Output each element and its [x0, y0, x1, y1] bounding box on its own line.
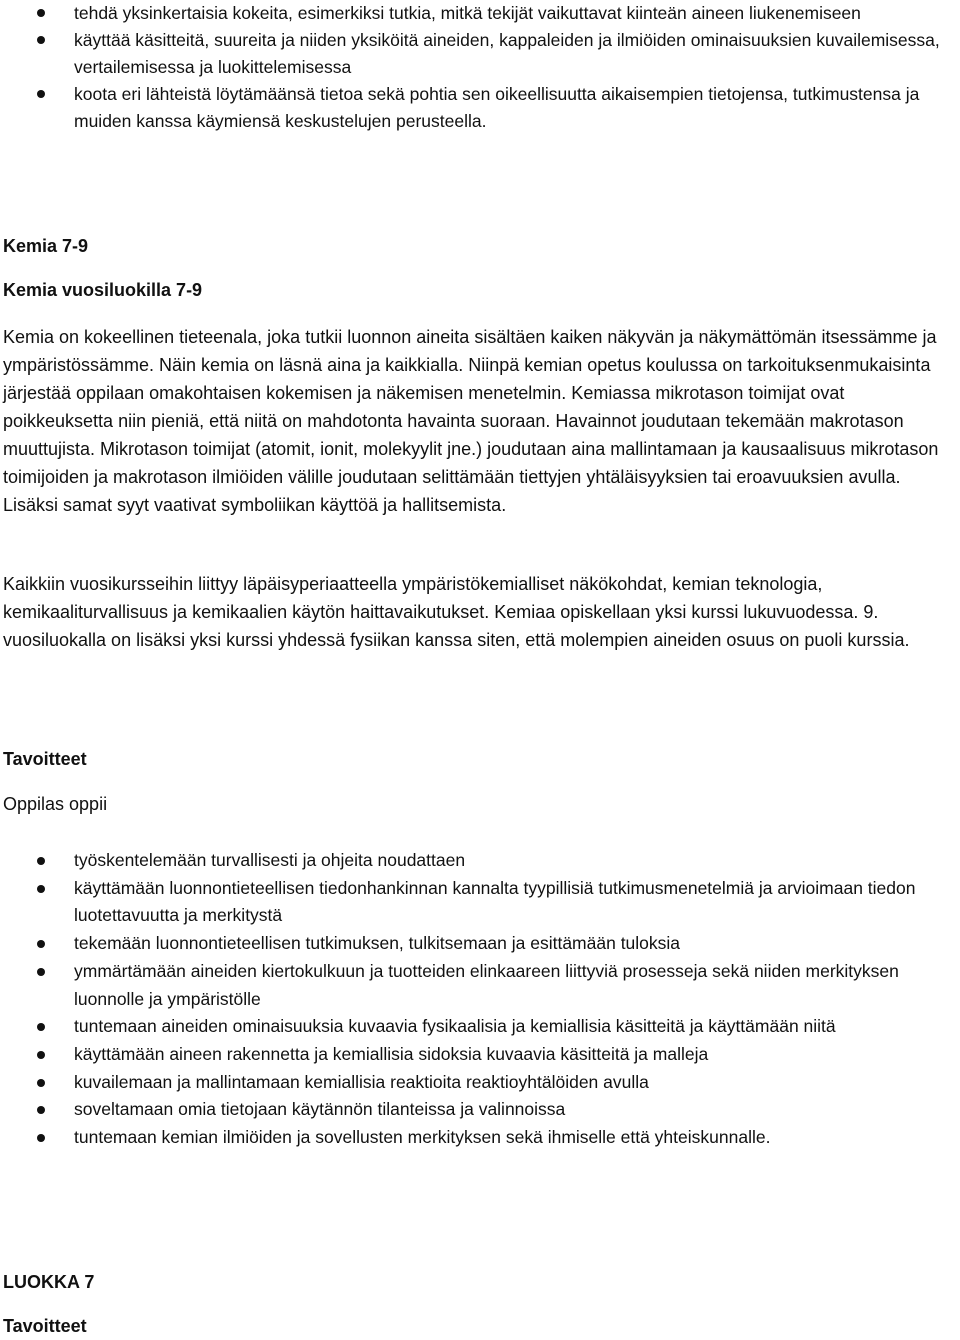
bullet-icon	[37, 1106, 45, 1114]
list-item	[0, 1096, 960, 1124]
list-item-text: kuvailemaan ja mallintamaan kemiallisia reaktioita reaktioyhtälöiden avulla	[74, 1071, 649, 1092]
list-item-text: tuntemaan aineiden ominaisuuksia kuvaavia fysikaalisia ja kemiallisia käsitteitä ja käyttämään niitä	[74, 1016, 836, 1037]
section-paragraph-1: Kemia on kokeellinen tieteenala, joka tutkii luonnon aineita sisältäen kaiken näkyvän ja näkymättömän itsessämme ja ympäristössämme. Näin kemia on läsnä aina ja kaikkialla. Niinpä kemian opetus koulussa on tarkoituksenmukaisinta järjestää oppilaan omakohtaisen kokemisen ja näkemisen menetelmin. Kemiassa mikrotason toimijat ovat poikkeuksetta niin pieniä, että niitä on mahdotonta havainta suoraan. Havainnot joudutaan tekemään makrotason muuttujista. Mikrotason toimijat (atomit, ionit, molekyylit jne.) joudutaan aina mallintamaan ja kausaalisuus mikrotason toimijoiden ja makrotason ilmiöiden välille joudutaan selittämään tiettyjen yhtäläisyyksien tai eroavuuksien avulla. Lisäksi samat syyt vaativat symboliikan käyttöä ja hallitsemista.	[3, 327, 939, 515]
bullet-icon	[37, 885, 45, 893]
list-item-text: tekemään luonnontieteellisen tutkimuksen, tulkitsemaan ja esittämään tuloksia	[74, 933, 681, 954]
list-item	[0, 81, 960, 135]
list-item	[0, 27, 960, 81]
bullet-icon	[37, 9, 45, 17]
list-item-text: soveltamaan omia tietojaan käytännön tilanteissa ja valinnoissa	[74, 1099, 566, 1120]
bullet-icon	[37, 1134, 45, 1142]
goals-bullet-list	[0, 847, 960, 1152]
list-item	[0, 1013, 960, 1041]
bullet-icon	[37, 1079, 45, 1087]
section-title: Kemia 7-9	[3, 236, 89, 256]
bullet-icon	[37, 940, 45, 948]
bullet-icon	[37, 1023, 45, 1031]
section-paragraph-2: Kaikkiin vuosikursseihin liittyy läpäisyperiaatteella ympäristökemialliset näkökohdat, kemian teknologia, kemikaaliturvallisuus ja kemikaalien käytön haittavaikutukset. Kemiaa opiskellaan yksi kurssi lukuvuodessa. 9. vuosiluokalla on lisäksi yksi kurssi yhdessä fysiikan kanssa siten, että molempien aineiden osuus on puoli kurssia.	[3, 574, 910, 650]
intro-bullet-list	[0, 0, 960, 135]
section-subtitle: Kemia vuosiluokilla 7-9	[3, 280, 203, 300]
list-item-text: työskentelemään turvallisesti ja ohjeita noudattaen	[74, 850, 466, 870]
list-item	[0, 958, 960, 1013]
list-item-text: ymmärtämään aineiden kiertokulkuun ja tuotteiden elinkaareen liittyviä prosesseja sekä niiden merkityksen luonnolle ja ympäristölle	[74, 960, 899, 1009]
grade-goals-title: Tavoitteet	[3, 1316, 87, 1336]
bullet-icon	[37, 857, 45, 865]
goals-title: Tavoitteet	[3, 749, 87, 769]
list-item-text: käyttämään luonnontieteellisen tiedonhankinnan kannalta tyypillisiä tutkimusmenetelmiä ja arvioimaan tiedon luotettavuutta ja merkitystä	[74, 877, 916, 926]
list-item	[0, 1124, 960, 1152]
bullet-icon	[37, 968, 45, 976]
list-item	[0, 847, 960, 875]
list-item-text: koota eri lähteistä löytämäänsä tietoa sekä pohtia sen oikeellisuutta aikaisempien tietojensa, tutkimustensa ja muiden kanssa käymiensä keskustelujen perusteella.	[74, 84, 920, 131]
list-item-text: käyttää käsitteitä, suureita ja niiden yksiköitä aineiden, kappaleiden ja ilmiöiden ominaisuuksien kuvailemisessa, vertailemisessa ja luokittelemisessa	[74, 30, 940, 77]
list-item	[0, 930, 960, 958]
list-item	[0, 1041, 960, 1069]
list-item-text: käyttämään aineen rakennetta ja kemiallisia sidoksia kuvaavia käsitteitä ja malleja	[74, 1043, 709, 1064]
bullet-icon	[37, 1051, 45, 1059]
bullet-icon	[37, 90, 45, 98]
grade-title: LUOKKA 7	[3, 1272, 95, 1292]
list-item-text: tehdä yksinkertaisia kokeita, esimerkiksi tutkia, mitkä tekijät vaikuttavat kiinteän aineen liukenemiseen	[74, 3, 861, 23]
list-item	[0, 1069, 960, 1097]
bullet-icon	[37, 36, 45, 44]
list-item-text: tuntemaan kemian ilmiöiden ja sovellusten merkityksen sekä ihmiselle että yhteiskunnalle.	[74, 1127, 771, 1148]
list-item	[0, 0, 960, 27]
goals-lead: Oppilas oppii	[3, 794, 108, 814]
list-item	[0, 875, 960, 930]
